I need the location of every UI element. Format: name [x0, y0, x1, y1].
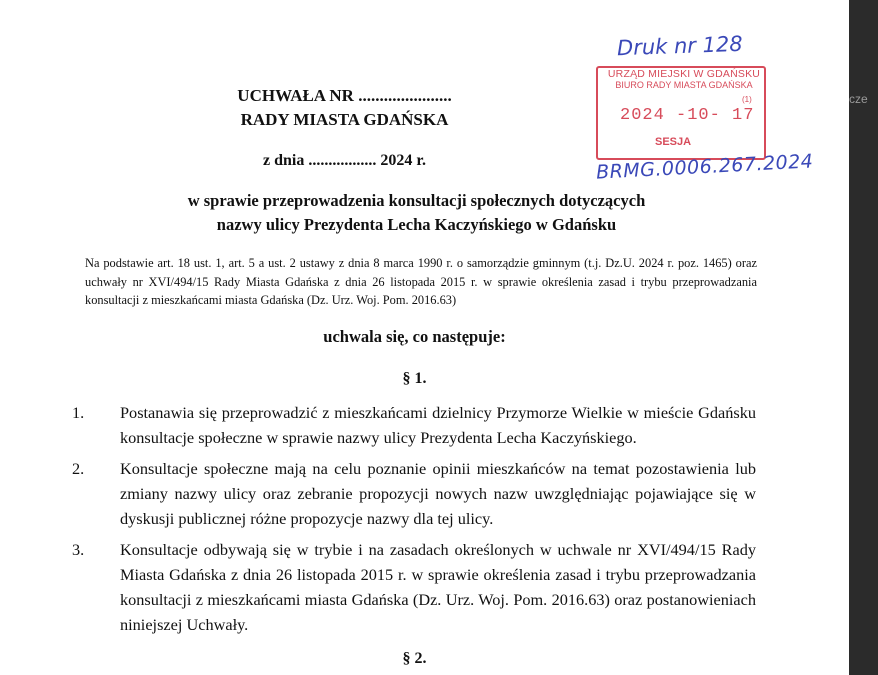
list-item-text: Konsultacje społeczne mają na celu poznanie opinii mieszkańców na temat pozostawienia lub zmiany nazwy ulicy oraz zebranie propozycji nowych nazw uwzględniając pojawiające się w dyskusji publicznej różne propozycje nazwy dla tej ulicy.: [120, 459, 756, 528]
handwritten-reference: BRMG.0006.267.2024: [595, 150, 814, 184]
subject-line-1: w sprawie przeprowadzenia konsultacji społecznych dotyczących: [187, 191, 646, 210]
side-panel-peek-text: cze: [849, 92, 868, 106]
subject-line-2: nazwy ulicy Prezydenta Lecha Kaczyńskiego w Gdańsku: [216, 215, 617, 234]
stamp-number: (1): [742, 95, 752, 104]
list-item-number: 2.: [72, 459, 85, 478]
section-1-mark: § 1.: [402, 370, 427, 387]
list-item-number: 1.: [72, 403, 85, 422]
stamp-date: 2024 -10- 17: [620, 106, 755, 125]
handwritten-print-number: Druk nr 128: [616, 31, 744, 61]
resolution-title: UCHWAŁA NR ......................: [237, 86, 452, 105]
resolution-clause: uchwala się, co następuje:: [323, 327, 506, 346]
stamp-office-name: URZĄD MIEJSKI W GDAŃSKU: [607, 68, 761, 80]
list-item-number: 3.: [72, 540, 85, 559]
resolution-date: z dnia ................. 2024 r.: [263, 152, 426, 169]
legal-basis: Na podstawie art. 18 ust. 1, art. 5 a ust. 2 ustawy z dnia 8 marca 1990 r. o samorządzie gminnym (t.j. Dz.U. 2024 r. poz. 1465) oraz uchwały nr XVI/494/15 Rady Miasta Gdańska z dnia 26 listopada 2015 r. w sprawie określenia zasad i trybu przeprowadzania konsultacji z mieszkańcami miasta Gdańska (Dz. Urz. Woj. Pom. 2016.63): [85, 256, 757, 307]
council-name: RADY MIASTA GDAŃSKA: [240, 110, 449, 129]
list-item: [72, 456, 756, 531]
list-item-text: Konsultacje odbywają się w trybie i na zasadach określonych w uchwale nr XVI/494/15 Rady Miasta Gdańska z dnia 26 listopada 2015 r. w sprawie określenia zasad i trybu przeprowadzania konsultacji z mieszkańcami miasta Gdańska (Dz. Urz. Woj. Pom. 2016.63) oraz postanowieniach niniejszej Uchwały.: [120, 540, 756, 634]
list-item: [72, 537, 756, 637]
section-2-mark: § 2.: [402, 650, 427, 667]
list-item-text: Postanawia się przeprowadzić z mieszkańcami dzielnicy Przymorze Wielkie w mieście Gdańsku konsultacje społeczne w sprawie nazwy ulicy Prezydenta Lecha Kaczyńskiego.: [120, 403, 756, 447]
stamp-bureau-name: BIURO RADY MIASTA GDAŃSKA: [615, 80, 753, 90]
list-item: [72, 400, 756, 450]
stamp-session: SESJA: [655, 136, 692, 148]
